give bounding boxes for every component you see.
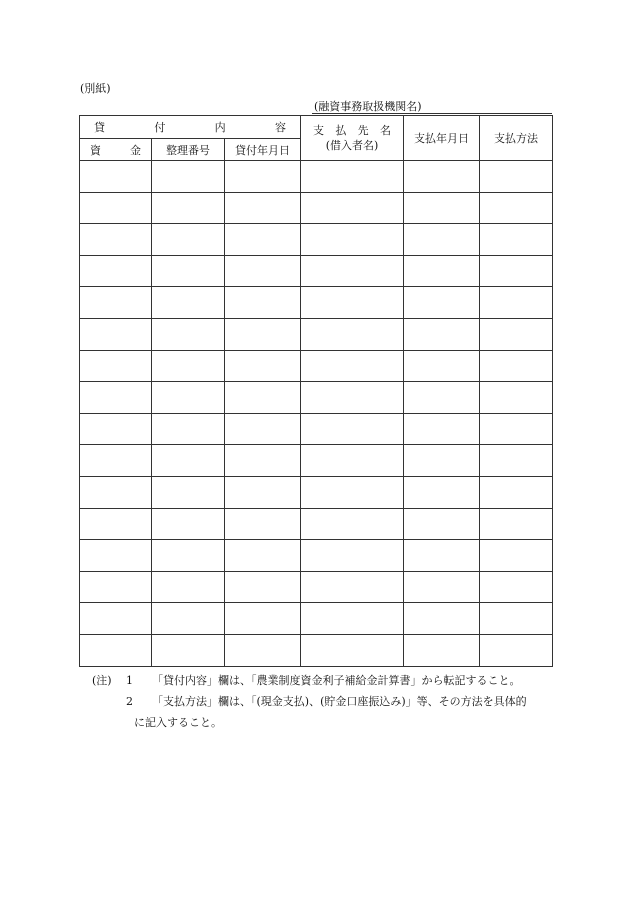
loan-contents-header: 貸 付 内 容 [80,116,301,139]
table-cell [480,445,553,477]
table-row [80,255,553,287]
table-cell [404,603,480,635]
table-cell [225,413,301,445]
table-row [80,350,553,382]
table-cell [152,318,225,350]
note-2 [80,691,560,712]
ref-number-header: 整理番号 [152,139,225,161]
table-cell [404,224,480,256]
notes-label: (注) [92,674,112,687]
table-row [80,540,553,572]
notes-section [80,670,560,733]
table-cell [225,382,301,414]
table-cell [152,287,225,319]
table-cell [301,540,404,572]
table-cell [404,571,480,603]
table-row [80,318,553,350]
institution-name-label: (融資事務取扱機関名) [314,100,422,113]
table-row [80,382,553,414]
table-row [80,571,553,603]
table-cell [301,445,404,477]
table-cell [80,540,152,572]
table-cell [152,476,225,508]
table-cell [80,318,152,350]
table-cell [301,571,404,603]
table-cell [80,192,152,224]
table-cell [152,224,225,256]
table-cell [301,603,404,635]
table-cell [301,413,404,445]
note-2-continuation [80,712,560,733]
table-cell [480,476,553,508]
table-cell [301,318,404,350]
funds-header: 資 金 [80,139,152,161]
payee-subheader: (借入者名) [325,139,379,152]
table-cell [225,476,301,508]
table-cell [404,634,480,666]
table-cell [152,445,225,477]
table-cell [152,413,225,445]
table-cell [404,382,480,414]
table-cell [152,192,225,224]
table-row [80,476,553,508]
table-cell [225,571,301,603]
table-cell [404,445,480,477]
table-cell [80,571,152,603]
table-cell [404,508,480,540]
payment-method-header: 支払方法 [480,116,553,161]
loan-payment-table [79,115,553,667]
table-cell [152,634,225,666]
table-cell [152,540,225,572]
table-cell [480,255,553,287]
table-cell [152,603,225,635]
table-cell [225,224,301,256]
table-cell [480,508,553,540]
table-cell [480,318,553,350]
table-cell [480,161,553,193]
table-cell [225,192,301,224]
table-row [80,413,553,445]
payee-header: 支 払 先 名 (借入者名) [301,116,404,161]
table-row [80,224,553,256]
note-2-cont-text: に記入すること。 [134,716,222,729]
table-cell [80,508,152,540]
table-cell [480,287,553,319]
note-2-number: 2 [126,695,133,708]
table-cell [404,192,480,224]
table-cell [404,413,480,445]
table-cell [225,161,301,193]
table-cell [404,350,480,382]
table-cell [480,224,553,256]
table-cell [225,540,301,572]
table-cell [480,350,553,382]
table-row [80,603,553,635]
table-cell [225,603,301,635]
table-cell [404,287,480,319]
table-cell [80,382,152,414]
table-cell [80,350,152,382]
table-cell [404,540,480,572]
table-cell [225,318,301,350]
table-cell [80,224,152,256]
note-1-text: 「貸付内容」欄は、「農業制度資金利子補給金計算書」から転記すること。 [152,674,521,687]
table-cell [80,413,152,445]
table-cell [301,634,404,666]
table-cell [80,476,152,508]
table-cell [480,634,553,666]
table-cell [80,445,152,477]
table-cell [225,287,301,319]
table-cell [225,350,301,382]
table-cell [301,350,404,382]
table-cell [80,161,152,193]
table-row [80,287,553,319]
table-cell [225,508,301,540]
table-cell [480,571,553,603]
table-cell [404,255,480,287]
loan-date-header: 貸付年月日 [225,139,301,161]
table-cell [480,382,553,414]
note-1-number: 1 [126,674,133,687]
table-cell [152,382,225,414]
attachment-label: (別紙) [80,82,111,95]
table-cell [301,476,404,508]
table-row [80,161,553,193]
table-cell [480,540,553,572]
table-row [80,634,553,666]
table-cell [152,508,225,540]
table-cell [225,634,301,666]
table-cell [301,508,404,540]
table-cell [480,192,553,224]
institution-name-field [312,98,552,114]
table-cell [301,382,404,414]
table-cell [480,603,553,635]
table-cell [152,571,225,603]
table-cell [301,192,404,224]
payment-date-header: 支払年月日 [404,116,480,161]
table-cell [225,255,301,287]
table-cell [80,287,152,319]
table-cell [152,350,225,382]
table-cell [80,255,152,287]
table-row [80,508,553,540]
table-cell [404,318,480,350]
table-cell [480,413,553,445]
table-cell [225,445,301,477]
table-cell [80,634,152,666]
table-row [80,445,553,477]
table-cell [301,287,404,319]
table-cell [152,255,225,287]
note-1 [80,670,560,691]
table-cell [404,476,480,508]
table-row [80,192,553,224]
table-cell [301,224,404,256]
table-cell [80,603,152,635]
table-cell [404,161,480,193]
table-cell [152,161,225,193]
note-2-text: 「支払方法」欄は、「(現金支払)、(貯金口座振込み)」等、その方法を具体的 [152,695,527,708]
table-cell [301,161,404,193]
table-cell [301,255,404,287]
